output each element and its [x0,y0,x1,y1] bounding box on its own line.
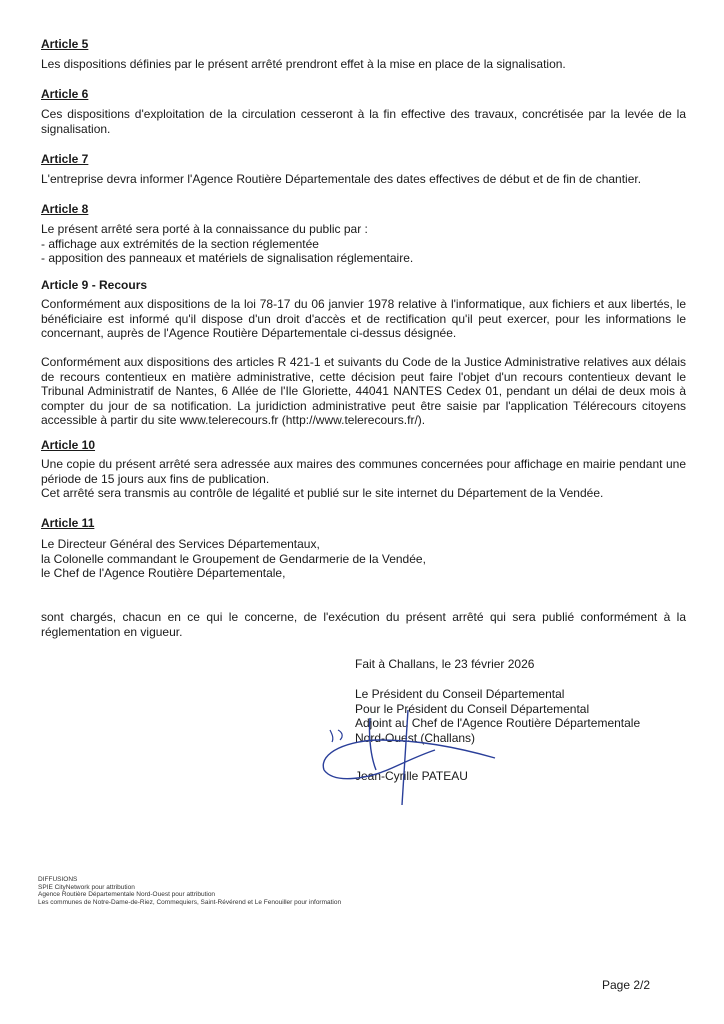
article-11-line: la Colonelle commandant le Groupement de Gendarmerie de la Vendée, [41,551,426,566]
article-8-line: - apposition des panneaux et matériels de signalisation réglementaire. [41,251,414,266]
article-11-line: Le Directeur Général des Services Départementaux, [41,537,320,551]
article-5-text: Les dispositions définies par le présent arrêté prendront effet à la mise en place de la signalisation. [41,57,566,71]
diffusions-list [38,876,341,906]
article-8-line: - affichage aux extrémités de la section réglementée [41,236,319,251]
article-8-line: Le présent arrêté sera porté à la connaissance du public par : [41,222,368,236]
handwritten-signature [310,700,510,810]
article-10-paragraph-2: Cet arrêté sera transmis au contrôle de légalité et publié sur le site internet du Département de la Vendée. [41,486,604,500]
closing-paragraph: sont chargés, chacun en ce qui le concerne, de l'exécution du présent arrêté qui sera publié conformément à la réglementation en vigueur. [41,610,686,639]
article-6-text: Ces dispositions d'exploitation de la circulation cesseront à la fin effective des travaux, concrétisée par la levée de la signalisation. [41,107,686,136]
signatory-line: Le Président du Conseil Départemental [355,687,565,701]
diffusion-item: SPIE CityNetwork pour attribution [38,883,135,891]
article-8-text [41,222,686,266]
article-8-title: Article 8 [41,202,89,216]
signatory-name: Jean-Cyrille PATEAU [355,769,468,783]
article-9-paragraph-1: Conformément aux dispositions de la loi 78-17 du 06 janvier 1978 relative à l'informatique, aux fichiers et aux libertés, le bénéficiaire est informé qu'il dispose d'un droit d'accès et de rectification qu'il peut exercer, pour les informations le concernant, auprès de l'Agence Routière Départementale ci-dessus désignée. [41,297,686,341]
article-11-line: le Chef de l'Agence Routière Départementale, [41,566,286,581]
diffusions-heading: DIFFUSIONS [38,876,78,883]
article-7-title: Article 7 [41,152,89,166]
article-6-title: Article 6 [41,87,89,101]
place-date: Fait à Challans, le 23 février 2026 [355,657,535,671]
article-5-title: Article 5 [41,37,89,51]
signatory-line: Nord-Ouest (Challans) [355,730,476,745]
diffusion-item: Agence Routière Départementale Nord-Ouest pour attribution [38,891,216,899]
diffusion-item: Les communes de Notre-Dame-de-Riez, Commequiers, Saint-Révérend et Le Fenouiller pour information [38,898,342,906]
article-10-title: Article 10 [41,438,96,452]
signatory-line: Pour le Président du Conseil Départemental [355,701,590,716]
article-11-title: Article 11 [41,516,95,530]
signatory-line: Adjoint au Chef de l'Agence Routière Départementale [355,716,641,731]
article-9-title: Article 9 - Recours [41,278,148,292]
article-7-text: L'entreprise devra informer l'Agence Routière Départementale des dates effectives de début et de fin de chantier. [41,172,642,186]
article-9-paragraph-2: Conformément aux dispositions des articles R 421-1 et suivants du Code de la Justice Administrative relatives aux délais de recours contentieux en matière administrative, cette décision peut faire l'objet d'un recours contentieux devant le Tribunal Administratif de Nantes, 6 Allée de l'Ile Gloriette, 44041 NANTES Cedex 01, pendant un délai de deux mois à compter du jour de sa notification. La juridiction administrative peut être saisie par l'application Télérecours citoyens accessible à partir du site www.telerecours.fr (http://www.telerecours.fr/). [41,355,686,428]
page-number: Page 2/2 [602,978,651,992]
article-11-text [41,537,686,581]
article-10-paragraph-1: Une copie du présent arrêté sera adressée aux maires des communes concernées pour affichage en mairie pendant une période de 15 jours aux fins de publication. [41,457,686,486]
